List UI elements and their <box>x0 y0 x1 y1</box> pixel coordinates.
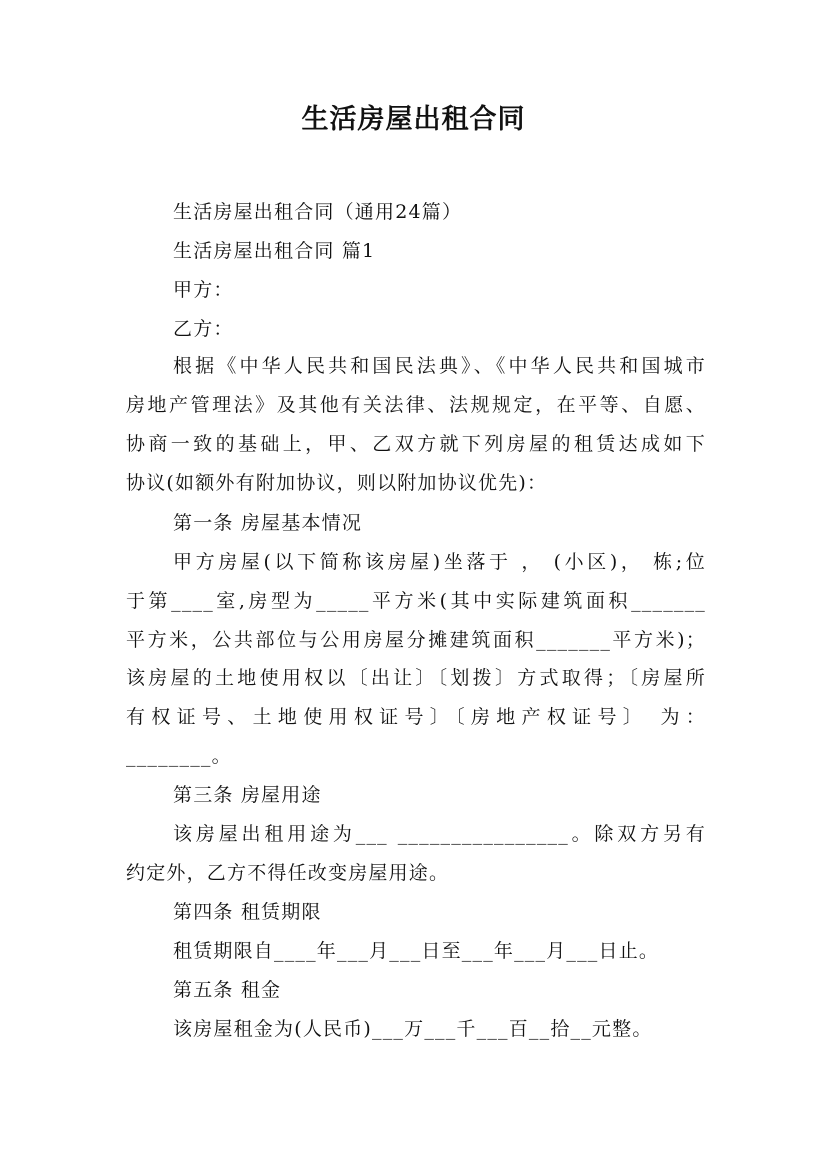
paragraph-line: 协商一致的基础上，甲、乙双方就下列房屋的租赁达成如下 <box>126 433 706 455</box>
paragraph-line: 房地产管理法》及其他有关法律、法规规定，在平等、自愿、 <box>126 394 706 416</box>
article-heading: 第三条 房屋用途 <box>173 784 322 806</box>
section-heading: 生活房屋出租合同 篇1 <box>173 240 376 262</box>
paragraph-line: 协议(如额外有附加协议，则以附加协议优先)： <box>126 472 548 494</box>
paragraph-line: 租赁期限自____年___月___日至___年___月___日止。 <box>173 940 660 962</box>
paragraph-line: 该房屋出租用途为___ ________________。除双方另有 <box>173 823 706 845</box>
paragraph-line: 于第____室,房型为_____平方米(其中实际建筑面积_______ <box>126 590 706 612</box>
party-b-line: 乙方： <box>173 318 234 340</box>
article-heading: 第四条 租赁期限 <box>173 901 322 923</box>
paragraph-line: 该房屋租金为(人民币)___万___千___百__拾__元整。 <box>173 1018 653 1040</box>
article-heading: 第五条 租金 <box>173 979 282 1001</box>
paragraph-line: 约定外，乙方不得任改变房屋用途。 <box>126 862 450 884</box>
paragraph-line: 该房屋的土地使用权以〔出让〕〔划拨〕方式取得；〔房屋所 <box>126 667 706 689</box>
paragraph-line: 有权证号、土地使用权证号〕〔房地产权证号〕 为： <box>126 706 706 728</box>
party-a-line: 甲方： <box>173 279 234 301</box>
paragraph-line: 甲方房屋(以下简称该房屋)坐落于 ， (小区)， 栋;位 <box>173 551 706 573</box>
document-title: 生活房屋出租合同 <box>301 104 526 135</box>
paragraph-line: ________。 <box>126 745 232 767</box>
paragraph-line: 平方米，公共部位与公用房屋分摊建筑面积_______平方米)； <box>126 629 706 651</box>
paragraph-line: 根据《中华人民共和国民法典》、《中华人民共和国城市 <box>173 355 706 377</box>
subtitle-line: 生活房屋出租合同（通用24篇） <box>173 201 463 223</box>
article-heading: 第一条 房屋基本情况 <box>173 512 363 534</box>
